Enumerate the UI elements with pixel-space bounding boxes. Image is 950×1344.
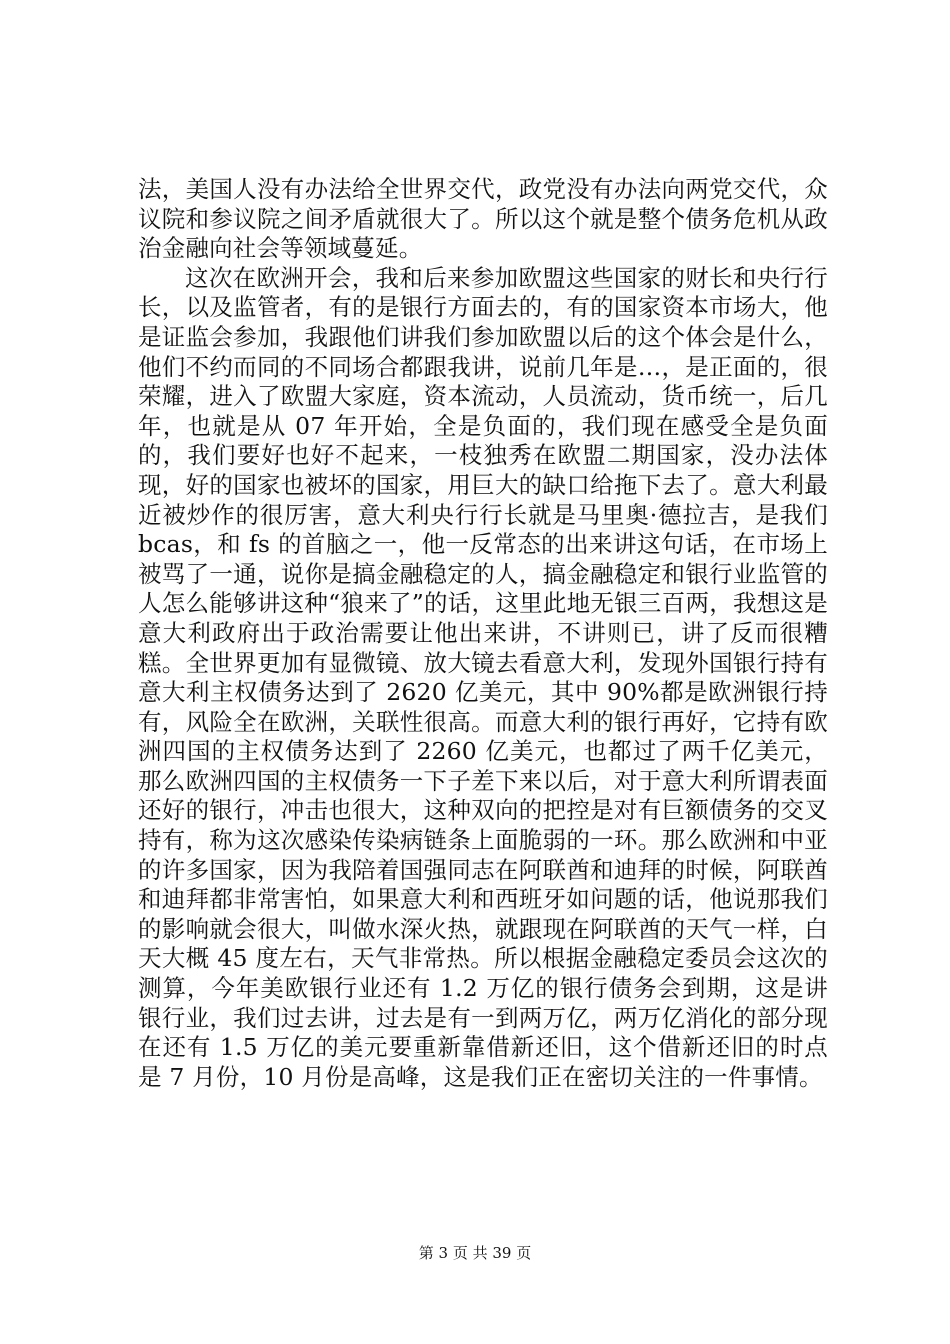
document-body [138, 175, 828, 1092]
page-footer: 第 3 页 共 39 页 [418, 1244, 532, 1262]
paragraph-continuation: 法，美国人没有办法给全世界交代，政党没有办法向两党交代，众议院和参议院之间矛盾就很大了。所以这个就是整个债务危机从政治金融向社会等领域蔓延。 [138, 175, 828, 263]
paragraph-europe-meeting: 这次在欧洲开会，我和后来参加欧盟这些国家的财长和央行行长，以及监管者，有的是银行方面去的，有的国家资本市场大，他是证监会参加，我跟他们讲我们参加欧盟以后的这个体会是什么，他们不约而同的不同场合都跟我讲，说前几年是…，是正面的，很荣耀，进入了欧盟大家庭，资本流动，人员流动，货币统一，后几年，也就是从 07 年开始，全是负面的，我们现在感受全是负面的，我们要好也好不起来，一枝独秀在欧盟二期国家，没办法体现，好的国家也被坏的国家，用巨大的缺口给拖下去了。意大利最近被炒作的很厉害，意大利央行行长就是马里奥·德拉吉，是我们 bcas，和 fs 的首脑之一，他一反常态的出来讲这句话，在市场上被骂了一通，说你是搞金融稳定的人，搞金融稳定和银行业监管的人怎么能够讲这种“狼来了”的话，这里此地无银三百两，我想这是意大利政府出于政治需要让他出来讲，不讲则已，讲了反而很糟糕。全世界更加有显微镜、放大镜去看意大利，发现外国银行持有意大利主权债务达到了 2620 亿美元，其中 90%都是欧洲银行持有，风险全在欧洲，关联性很高。而意大利的银行再好，它持有欧洲四国的主权债务达到了 2260 亿美元，也都过了两千亿美元，那么欧洲四国的主权债务一下子差下来以后，对于意大利所谓表面还好的银行，冲击也很大，这种双向的把控是对有巨额债务的交叉持有，称为这次感染传染病链条上面脆弱的一环。那么欧洲和中亚的许多国家，因为我陪着国强同志在阿联酋和迪拜的时候，阿联酋和迪拜都非常害怕，如果意大利和西班牙如问题的话，他说那我们的影响就会很大，叫做水深火热，就跟现在阿联酋的天气一样，白天大概 45 度左右，天气非常热。所以根据金融稳定委员会这次的测算，今年美欧银行业还有 1.2 万亿的银行债务会到期，这是讲银行业，我们过去讲，过去是有一到两万亿，两万亿消化的部分现在还有 1.5 万亿的美元要重新靠借新还旧，这个借新还旧的时点是 7 月份，10 月份是高峰，这是我们正在密切关注的一件事情。 [138, 263, 828, 1091]
